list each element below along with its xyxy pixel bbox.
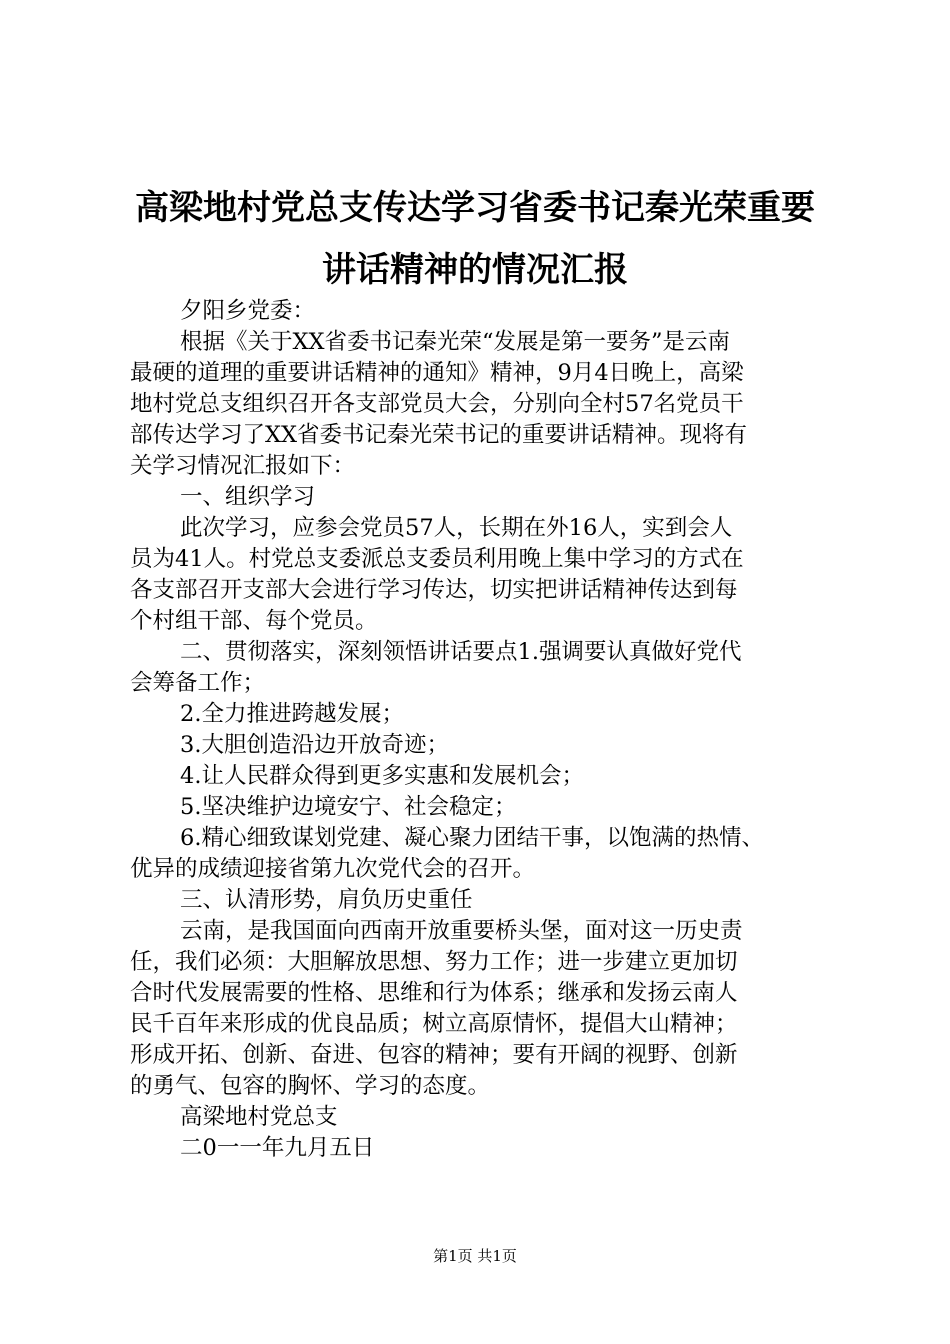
signature-organization: 高梁地村党总支	[180, 1104, 338, 1130]
list-item: 5.坚决维护边境安宁、社会稳定；	[180, 794, 517, 820]
body-line: 各支部召开支部大会进行学习传达，切实把讲话精神传达到每	[130, 577, 738, 603]
document-title-line-1: 高梁地村党总支传达学习省委书记秦光荣重要	[135, 188, 815, 228]
body-line: 根据《关于XX省委书记秦光荣“发展是第一要务”是云南	[180, 329, 731, 355]
body-line: 会筹备工作；	[130, 670, 266, 696]
body-line: 最硬的道理的重要讲话精神的通知》精神，9月4日晚上，高梁	[130, 360, 744, 386]
document-title-line-2: 讲话精神的情况汇报	[322, 250, 628, 290]
section-heading: 三、认清形势，肩负历史重任	[180, 887, 473, 913]
page-number-footer: 第1页 共1页	[433, 1247, 517, 1265]
body-line: 此次学习，应参会党员57人，长期在外16人，实到会人	[180, 515, 733, 541]
body-line: 关学习情况汇报如下：	[130, 453, 356, 479]
body-line: 云南，是我国面向西南开放重要桥头堡，面对这一历史责	[180, 918, 743, 944]
body-line: 的勇气、包容的胸怀、学习的态度。	[130, 1073, 491, 1099]
body-line: 部传达学习了XX省委书记秦光荣书记的重要讲话精神。现将有	[130, 422, 748, 448]
list-item: 2.全力推进跨越发展；	[180, 701, 404, 727]
body-line: 形成开拓、创新、奋进、包容的精神；要有开阔的视野、创新	[130, 1042, 738, 1068]
body-line: 优异的成绩迎接省第九次党代会的召开。	[130, 856, 536, 882]
list-item: 3.大胆创造沿边开放奇迹；	[180, 732, 449, 758]
section-heading: 二、贯彻落实，深刻领悟讲话要点1.强调要认真做好党代	[180, 639, 742, 665]
body-line: 民千百年来形成的优良品质；树立高原情怀，提倡大山精神；	[130, 1011, 738, 1037]
list-item: 6.精心细致谋划党建、凝心聚力团结干事，以饱满的热情、	[180, 825, 764, 851]
signature-date: 二0一一年九月五日	[180, 1135, 375, 1161]
list-item: 4.让人民群众得到更多实惠和发展机会；	[180, 763, 584, 789]
body-line: 地村党总支组织召开各支部党员大会，分别向全村57名党员干	[130, 391, 744, 417]
body-line: 员为41人。村党总支委派总支委员利用晚上集中学习的方式在	[130, 546, 744, 572]
body-line: 合时代发展需要的性格、思维和行为体系；继承和发扬云南人	[130, 980, 738, 1006]
body-line: 个村组干部、每个党员。	[130, 608, 378, 634]
body-line: 任，我们必须：大胆解放思想、努力工作；进一步建立更加切	[130, 949, 738, 975]
section-heading: 一、组织学习	[180, 484, 316, 510]
salutation: 夕阳乡党委：	[180, 298, 316, 324]
